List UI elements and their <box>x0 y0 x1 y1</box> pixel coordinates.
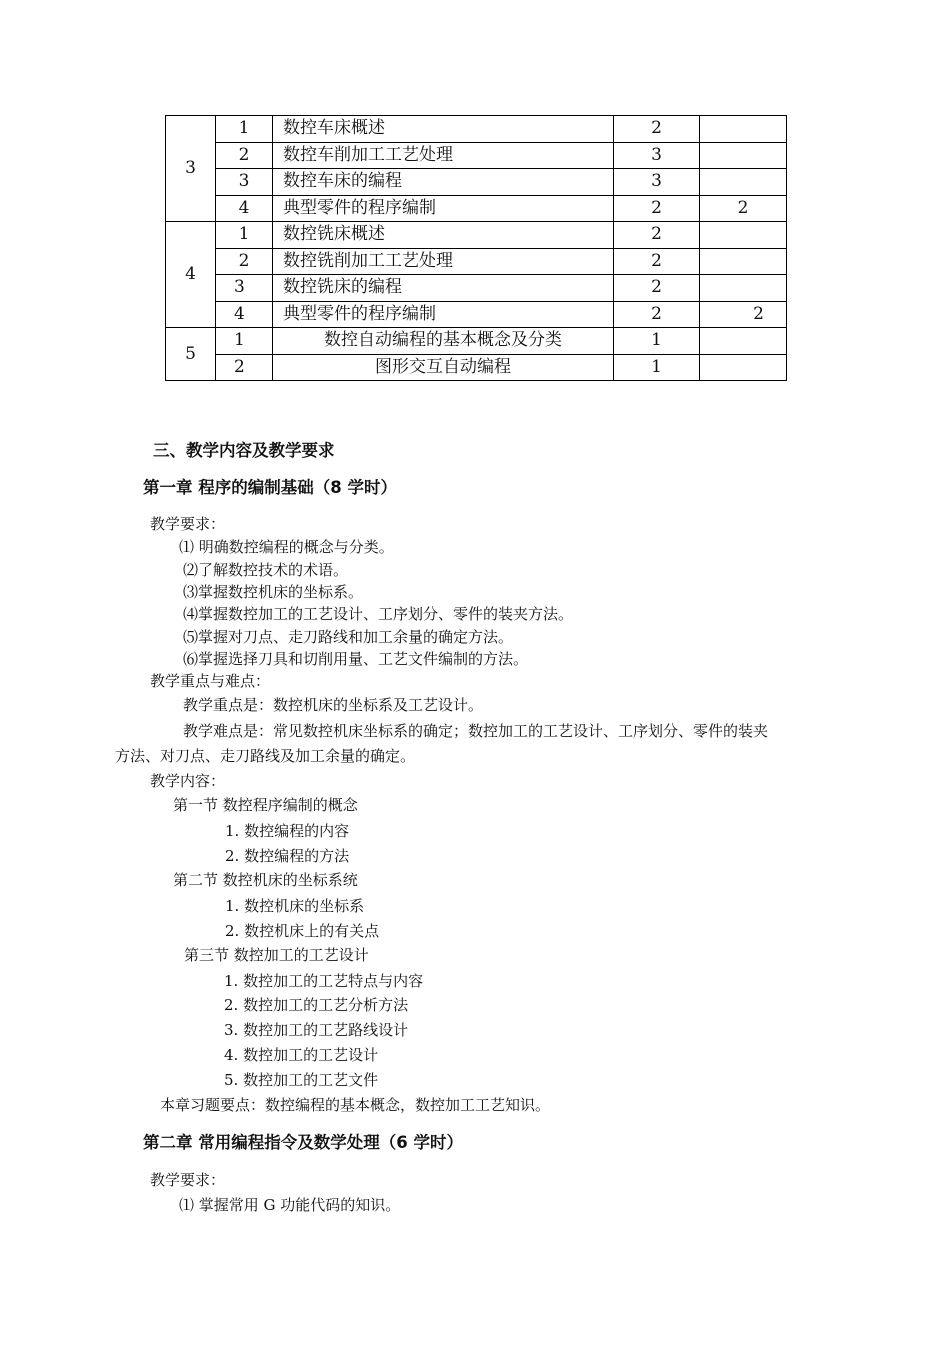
item-number-cell: 4 <box>216 195 273 222</box>
item-number-cell: 1 <box>216 222 273 249</box>
item-number-cell: 3 <box>216 169 273 196</box>
content-item: 3. 数控加工的工艺路线设计 <box>224 1021 409 1039</box>
lab-hours-cell <box>700 248 787 275</box>
hours-cell: 3 <box>614 142 700 169</box>
item-number-cell: 2 <box>216 142 273 169</box>
content-item: 2. 数控加工的工艺分析方法 <box>224 996 409 1014</box>
item-title-cell: 图形交互自动编程 <box>273 354 614 381</box>
table-row <box>166 195 787 222</box>
requirement-item: ⑶掌握数控机床的坐标系。 <box>183 583 364 601</box>
hours-cell: 2 <box>614 248 700 275</box>
section-heading: 三、教学内容及教学要求 <box>153 441 335 460</box>
hours-cell: 1 <box>614 328 700 355</box>
table-row <box>166 169 787 196</box>
key-point-text: 教学重点是：数控机床的坐标系及工艺设计。 <box>183 696 484 714</box>
difficulty-text: 教学难点是：常见数控机床坐标系的确定；数控加工的工艺设计、工序划分、零件的装夹 <box>183 722 769 740</box>
teaching-content-label: 教学内容： <box>150 772 226 790</box>
content-item: 1. 数控编程的内容 <box>225 822 350 840</box>
table-row <box>166 116 787 143</box>
item-number-cell: 4 <box>216 301 273 328</box>
requirement-item: ⑹掌握选择刀具和切削用量、工艺文件编制的方法。 <box>183 650 529 668</box>
item-title-cell: 数控铣削加工工艺处理 <box>273 248 614 275</box>
hours-cell: 2 <box>614 275 700 302</box>
lab-hours-cell <box>700 116 787 143</box>
item-title-cell: 数控车床的编程 <box>273 169 614 196</box>
hours-cell: 2 <box>614 195 700 222</box>
chapter-cell: 3 <box>166 116 216 222</box>
table-row <box>166 248 787 275</box>
content-item: 2. 数控机床上的有关点 <box>225 922 380 940</box>
hours-cell: 2 <box>614 222 700 249</box>
teaching-requirements-label: 教学要求： <box>150 1171 226 1189</box>
section-title: 第一节 数控程序编制的概念 <box>173 796 358 814</box>
teaching-requirements-label: 教学要求： <box>150 515 226 533</box>
chapter-2-title: 第二章 常用编程指令及数学处理（6 学时） <box>143 1133 463 1152</box>
chapter-cell: 4 <box>166 222 216 328</box>
lab-hours-cell <box>700 328 787 355</box>
item-title-cell: 数控车削加工工艺处理 <box>273 142 614 169</box>
item-number-cell: 2 <box>216 354 273 381</box>
table-row <box>166 275 787 302</box>
item-title-cell: 数控铣床的编程 <box>273 275 614 302</box>
table-row <box>166 301 787 328</box>
item-title-cell: 数控车床概述 <box>273 116 614 143</box>
section-title: 第三节 数控加工的工艺设计 <box>184 946 369 964</box>
lab-hours-cell <box>700 275 787 302</box>
lab-hours-cell: 2 <box>700 301 787 328</box>
requirement-item: ⑵了解数控技术的术语。 <box>183 561 349 579</box>
table-row <box>166 328 787 355</box>
requirement-item: ⑴ 明确数控编程的概念与分类。 <box>179 538 394 556</box>
item-number-cell: 1 <box>216 116 273 143</box>
hours-cell: 1 <box>614 354 700 381</box>
item-number-cell: 1 <box>216 328 273 355</box>
exercise-summary: 本章习题要点：数控编程的基本概念，数控加工工艺知识。 <box>160 1096 551 1114</box>
table-row <box>166 222 787 249</box>
requirement-item: ⑴ 掌握常用 G 功能代码的知识。 <box>179 1196 401 1214</box>
item-title-cell: 典型零件的程序编制 <box>273 195 614 222</box>
item-number-cell: 3 <box>216 275 273 302</box>
hours-cell: 2 <box>614 116 700 143</box>
content-item: 1. 数控加工的工艺特点与内容 <box>224 972 424 990</box>
requirement-item: ⑸掌握对刀点、走刀路线和加工余量的确定方法。 <box>183 628 514 646</box>
hours-cell: 2 <box>614 301 700 328</box>
requirement-item: ⑷掌握数控加工的工艺设计、工序划分、零件的装夹方法。 <box>183 605 574 623</box>
lab-hours-cell <box>700 169 787 196</box>
course-hours-table <box>165 115 787 381</box>
item-title-cell: 数控自动编程的基本概念及分类 <box>273 328 614 355</box>
key-points-label: 教学重点与难点： <box>150 672 271 690</box>
table-row <box>166 142 787 169</box>
lab-hours-cell <box>700 142 787 169</box>
chapter-cell: 5 <box>166 328 216 381</box>
section-title: 第二节 数控机床的坐标系统 <box>173 871 358 889</box>
item-title-cell: 数控铣床概述 <box>273 222 614 249</box>
table-row <box>166 354 787 381</box>
lab-hours-cell <box>700 354 787 381</box>
item-title-cell: 典型零件的程序编制 <box>273 301 614 328</box>
chapter-1-title: 第一章 程序的编制基础（8 学时） <box>143 478 397 497</box>
content-item: 1. 数控机床的坐标系 <box>225 897 365 915</box>
content-item: 5. 数控加工的工艺文件 <box>224 1071 379 1089</box>
lab-hours-cell: 2 <box>700 195 787 222</box>
difficulty-text-continued: 方法、对刀点、走刀路线及加工余量的确定。 <box>115 747 416 765</box>
item-number-cell: 2 <box>216 248 273 275</box>
lab-hours-cell <box>700 222 787 249</box>
hours-cell: 3 <box>614 169 700 196</box>
content-item: 2. 数控编程的方法 <box>225 847 350 865</box>
content-item: 4. 数控加工的工艺设计 <box>224 1046 379 1064</box>
